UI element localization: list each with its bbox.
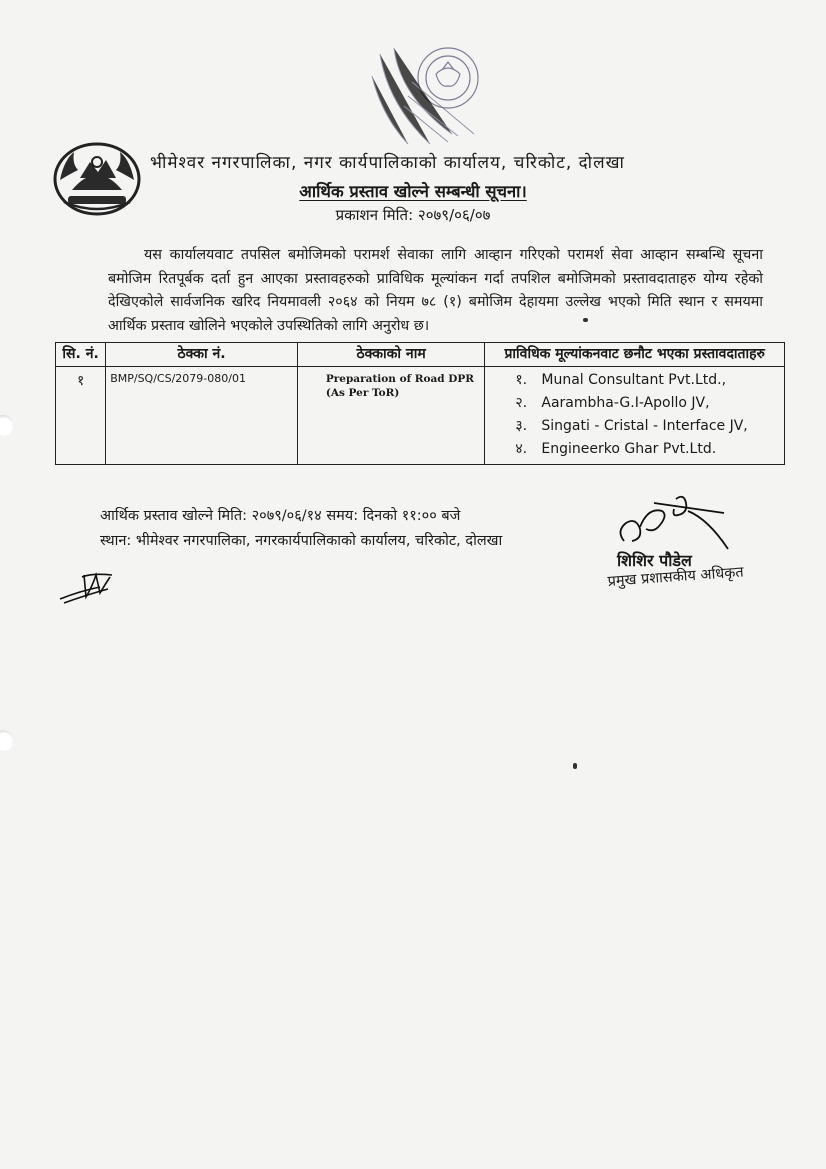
list-item-name: Munal Consultant Pvt.Ltd., (541, 372, 727, 388)
publish-date: प्रकाशन मिति: २०७९/०६/०७ (335, 206, 491, 224)
list-item (515, 415, 780, 438)
proposers-table (55, 342, 785, 465)
header-proposers: प्राविधिक मूल्यांकनवाट छनौट भएका प्रस्तावदाताहरु (485, 343, 785, 367)
header-contract-no: ठेक्का नं. (106, 343, 298, 367)
opening-place: स्थान: भीमेश्वर नगरपालिका, नगरकार्यपालिकाको कार्यालय, चरिकोट, दोलखा (100, 533, 503, 549)
list-item (515, 369, 780, 392)
list-item-name: Singati - Cristal - Interface JV, (541, 418, 748, 434)
list-item-number: १. (515, 372, 528, 388)
signatory-designation: प्रमुख प्रशासकीय अधिकृत (607, 564, 745, 590)
opening-date-time: आर्थिक प्रस्ताव खोल्ने मिति: २०७९/०६/१४ समय: दिनको ११:०० बजे (100, 508, 461, 524)
header-serial: सि. नं. (56, 343, 106, 367)
ink-speck (573, 763, 577, 769)
ink-speck (583, 318, 588, 322)
list-item-name: Engineerko Ghar Pvt.Ltd. (541, 441, 717, 457)
organization-heading: भीमेश्वर नगरपालिका, नगर कार्यपालिकाको कार्यालय, चरिकोट, दोलखा (150, 153, 625, 173)
cell-proposers (485, 367, 785, 465)
initials-signature (56, 565, 122, 607)
header-contract-name: ठेक्काको नाम (297, 343, 485, 367)
cell-contract-no: BMP/SQ/CS/2079-080/01 (106, 367, 298, 465)
list-item-number: ४. (515, 441, 528, 457)
office-stamp (360, 36, 490, 156)
table-header-row (56, 343, 785, 367)
notice-title-text: आर्थिक प्रस्ताव खोल्ने सम्बन्धी सूचना। (299, 182, 527, 201)
list-item-number: ३. (515, 418, 528, 434)
notice-title (0, 179, 826, 202)
list-item-number: २. (515, 395, 528, 411)
table-row (56, 367, 785, 465)
list-item-name: Aarambha-G.I-Apollo JV, (541, 395, 710, 411)
officer-signature (610, 491, 740, 553)
notice-paragraph: यस कार्यालयवाट तपसिल बमोजिमको परामर्श सेवाका लागि आव्हान गरिएको परामर्श सेवा आव्हान सम्बन्धि सूचना बमोजिम रितपूर्बक दर्ता हुन आएका प्रस्तावहरुको प्राविधिक मूल्यांकन गर्दा तपशिल बमोजिमको प्रस्तावदाताहरु योग्य रहेको देखिएकोले सार्वजनिक खरिद नियमावली २०६४ को नियम ७८ (१) बमोजिम देहायमा उल्लेख भएको मिति स्थान र समयमा आर्थिक प्रस्ताव खोलिने भएकोले उपस्थितिको लागि अनुरोध छ। (108, 247, 763, 334)
signatory-name: शिशिर पौडेल (617, 551, 692, 570)
cell-serial: १ (56, 367, 106, 465)
punch-hole (0, 415, 14, 437)
list-item (515, 438, 780, 461)
list-item (515, 392, 780, 415)
cell-contract-name: Preparation of Road DPR (As Per ToR) (297, 367, 485, 465)
punch-hole (0, 730, 14, 752)
